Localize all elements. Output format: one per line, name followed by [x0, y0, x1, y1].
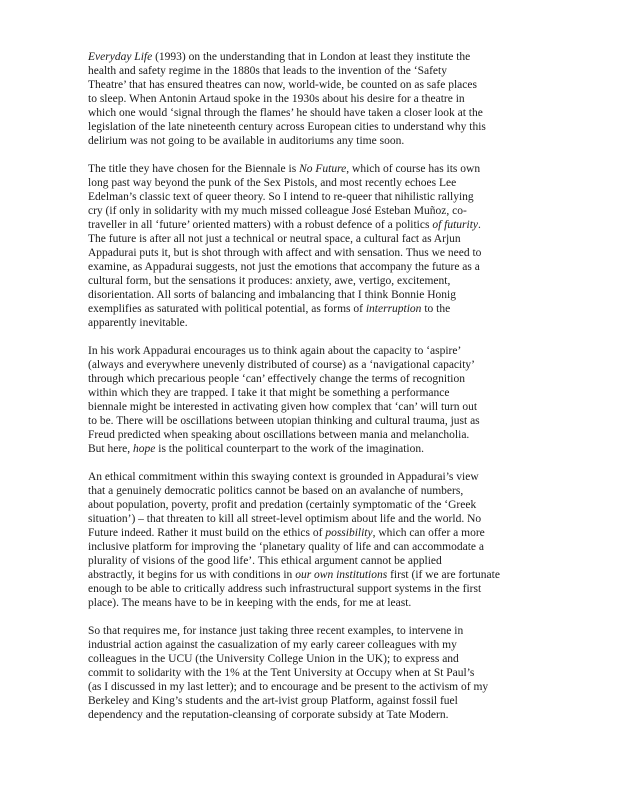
- text-line: [88, 106, 548, 120]
- text-line: [88, 596, 548, 610]
- text-run: industrial action against the casualization of my early career colleagues with my: [88, 639, 457, 651]
- italic-text: of futurity: [432, 219, 479, 231]
- text-run: (always and everywhere unevenly distributed of course) as a ‘navigational capacity’: [88, 359, 476, 371]
- text-line: [88, 288, 548, 302]
- text-line: [88, 680, 548, 694]
- text-line: [88, 358, 548, 372]
- italic-text: No Future: [299, 163, 347, 175]
- italic-text: Everyday Life: [88, 51, 153, 63]
- text-run: place). The means have to be in keeping with the ends, for me at least.: [88, 597, 412, 609]
- text-line: [88, 582, 548, 596]
- text-run: legislation of the late nineteenth century across European cities to understand why this: [88, 121, 486, 133]
- text-run: , which can offer a more: [372, 527, 485, 539]
- text-line: [88, 484, 548, 498]
- text-line: [88, 554, 548, 568]
- text-run: commit to solidarity with the 1% at the Tent University at Occupy when at St Paul’s: [88, 667, 475, 679]
- text-run: exemplifies as saturated with political potential, as forms of: [88, 303, 366, 315]
- text-line: [88, 218, 548, 232]
- text-run: Theatre’ that has ensured theatres can now, world-wide, be counted on as safe places: [88, 79, 477, 91]
- text-line: [88, 624, 548, 638]
- text-run: examine, as Appadurai suggests, not just the emotions that accompany the future as a: [88, 261, 480, 273]
- text-line: [88, 134, 548, 148]
- text-run: Future indeed. Rather it must build on the ethics of: [88, 527, 326, 539]
- text-run: through which precarious people ‘can’ effectively change the terms of recognition: [88, 373, 466, 385]
- text-line: [88, 638, 548, 652]
- text-line: [88, 526, 548, 540]
- paragraph: [88, 470, 548, 610]
- text-line: [88, 652, 548, 666]
- text-line: [88, 372, 548, 386]
- text-run: within which they are trapped. I take it that might be something a performance: [88, 387, 450, 399]
- text-run: is the political counterpart to the work of the imagination.: [155, 443, 424, 455]
- text-line: [88, 50, 548, 64]
- italic-text: our own institutions: [295, 569, 388, 581]
- text-run: cry (if only in solidarity with my much missed colleague José Esteban Muñoz, co-: [88, 205, 467, 217]
- text-line: [88, 498, 548, 512]
- text-run: about population, poverty, profit and predation (certainly symptomatic of the ‘Greek: [88, 499, 477, 511]
- text-run: But here,: [88, 443, 134, 455]
- text-line: [88, 400, 548, 414]
- text-run: health and safety regime in the 1880s that leads to the invention of the ‘Safety: [88, 65, 447, 77]
- paragraph: [88, 162, 548, 330]
- text-line: [88, 204, 548, 218]
- text-run: apparently inevitable.: [88, 317, 188, 329]
- paragraph: [88, 344, 548, 456]
- text-line: [88, 162, 548, 176]
- text-run: delirium was not going to be available in auditoriums any time soon.: [88, 135, 405, 147]
- text-run: .: [478, 219, 481, 231]
- text-line: [88, 246, 548, 260]
- text-run: situation’) – that threaten to kill all street-level optimism about life and the world. No: [88, 513, 482, 525]
- document-page: [88, 50, 548, 736]
- text-line: [88, 708, 548, 722]
- italic-text: possibility: [325, 527, 373, 539]
- text-run: abstractly, it begins for us with conditions in: [88, 569, 296, 581]
- text-run: An ethical commitment within this swaying context is grounded in Appadurai’s view: [88, 471, 479, 483]
- text-run: traveller in all ‘future’ oriented matters) with a robust defence of a politics: [88, 219, 433, 231]
- text-line: [88, 540, 548, 554]
- text-run: biennale might be interested in activating given how complex that ‘can’ will turn out: [88, 401, 478, 413]
- text-line: [88, 120, 548, 134]
- text-run: The title they have chosen for the Biennale is: [88, 163, 300, 175]
- text-run: In his work Appadurai encourages us to think again about the capacity to ‘aspire’: [88, 345, 462, 357]
- text-run: The future is after all not just a technical or neutral space, a cultural fact as Arjun: [88, 233, 461, 245]
- text-run: enough to be able to critically address such infrastructural support systems in the first: [88, 583, 482, 595]
- text-run: inclusive platform for improving the ‘planetary quality of life and can accommodate a: [88, 541, 484, 553]
- text-line: [88, 64, 548, 78]
- italic-text: hope: [133, 443, 156, 455]
- paragraph: [88, 50, 548, 148]
- text-line: [88, 78, 548, 92]
- text-run: that a genuinely democratic politics cannot be based on an avalanche of numbers,: [88, 485, 464, 497]
- text-line: [88, 568, 548, 582]
- text-line: [88, 386, 548, 400]
- text-line: [88, 414, 548, 428]
- text-run: Freud predicted when speaking about oscillations between mania and melancholia.: [88, 429, 470, 441]
- text-line: [88, 232, 548, 246]
- text-run: (1993) on the understanding that in London at least they institute the: [152, 51, 471, 63]
- text-line: [88, 274, 548, 288]
- text-line: [88, 190, 548, 204]
- text-line: [88, 260, 548, 274]
- text-run: which one would ‘signal through the flames’ he should have taken a closer look at the: [88, 107, 483, 119]
- text-run: first (if we are fortunate: [387, 569, 500, 581]
- text-run: Appadurai puts it, but is shot through with affect and with sensation. Thus we need to: [88, 247, 482, 259]
- italic-text: interruption: [365, 303, 422, 315]
- text-run: Berkeley and King’s students and the art-ivist group Platform, against fossil fuel: [88, 695, 458, 707]
- text-line: [88, 666, 548, 680]
- text-run: (as I discussed in my last letter); and to encourage and be present to the activism of my: [88, 681, 489, 693]
- text-line: [88, 470, 548, 484]
- text-line: [88, 92, 548, 106]
- text-run: , which of course has its own: [346, 163, 481, 175]
- text-run: to be. There will be oscillations between utopian thinking and cultural trauma, just as: [88, 415, 480, 427]
- text-line: [88, 428, 548, 442]
- text-run: Edelman’s classic text of queer theory. So I intend to re-queer that nihilistic rallying: [88, 191, 474, 203]
- text-run: to sleep. When Antonin Artaud spoke in the 1930s about his desire for a theatre in: [88, 93, 465, 105]
- text-line: [88, 512, 548, 526]
- paragraph: [88, 624, 548, 722]
- text-run: colleagues in the UCU (the University College Union in the UK); to express and: [88, 653, 459, 665]
- text-run: plurality of visions of the good life’. This ethical argument cannot be applied: [88, 555, 442, 567]
- text-run: cultural form, but the sensations it produces: anxiety, awe, vertigo, excitement,: [88, 275, 451, 287]
- text-line: [88, 694, 548, 708]
- text-line: [88, 344, 548, 358]
- text-line: [88, 316, 548, 330]
- text-line: [88, 442, 548, 456]
- text-run: dependency and the reputation-cleansing of corporate subsidy at Tate Modern.: [88, 709, 449, 721]
- text-run: to the: [421, 303, 451, 315]
- text-run: So that requires me, for instance just taking three recent examples, to intervene in: [88, 625, 464, 637]
- text-line: [88, 302, 548, 316]
- text-run: disorientation. All sorts of balancing and imbalancing that I think Bonnie Honig: [88, 289, 456, 301]
- text-run: long past way beyond the punk of the Sex Pistols, and most recently echoes Lee: [88, 177, 457, 189]
- text-line: [88, 176, 548, 190]
